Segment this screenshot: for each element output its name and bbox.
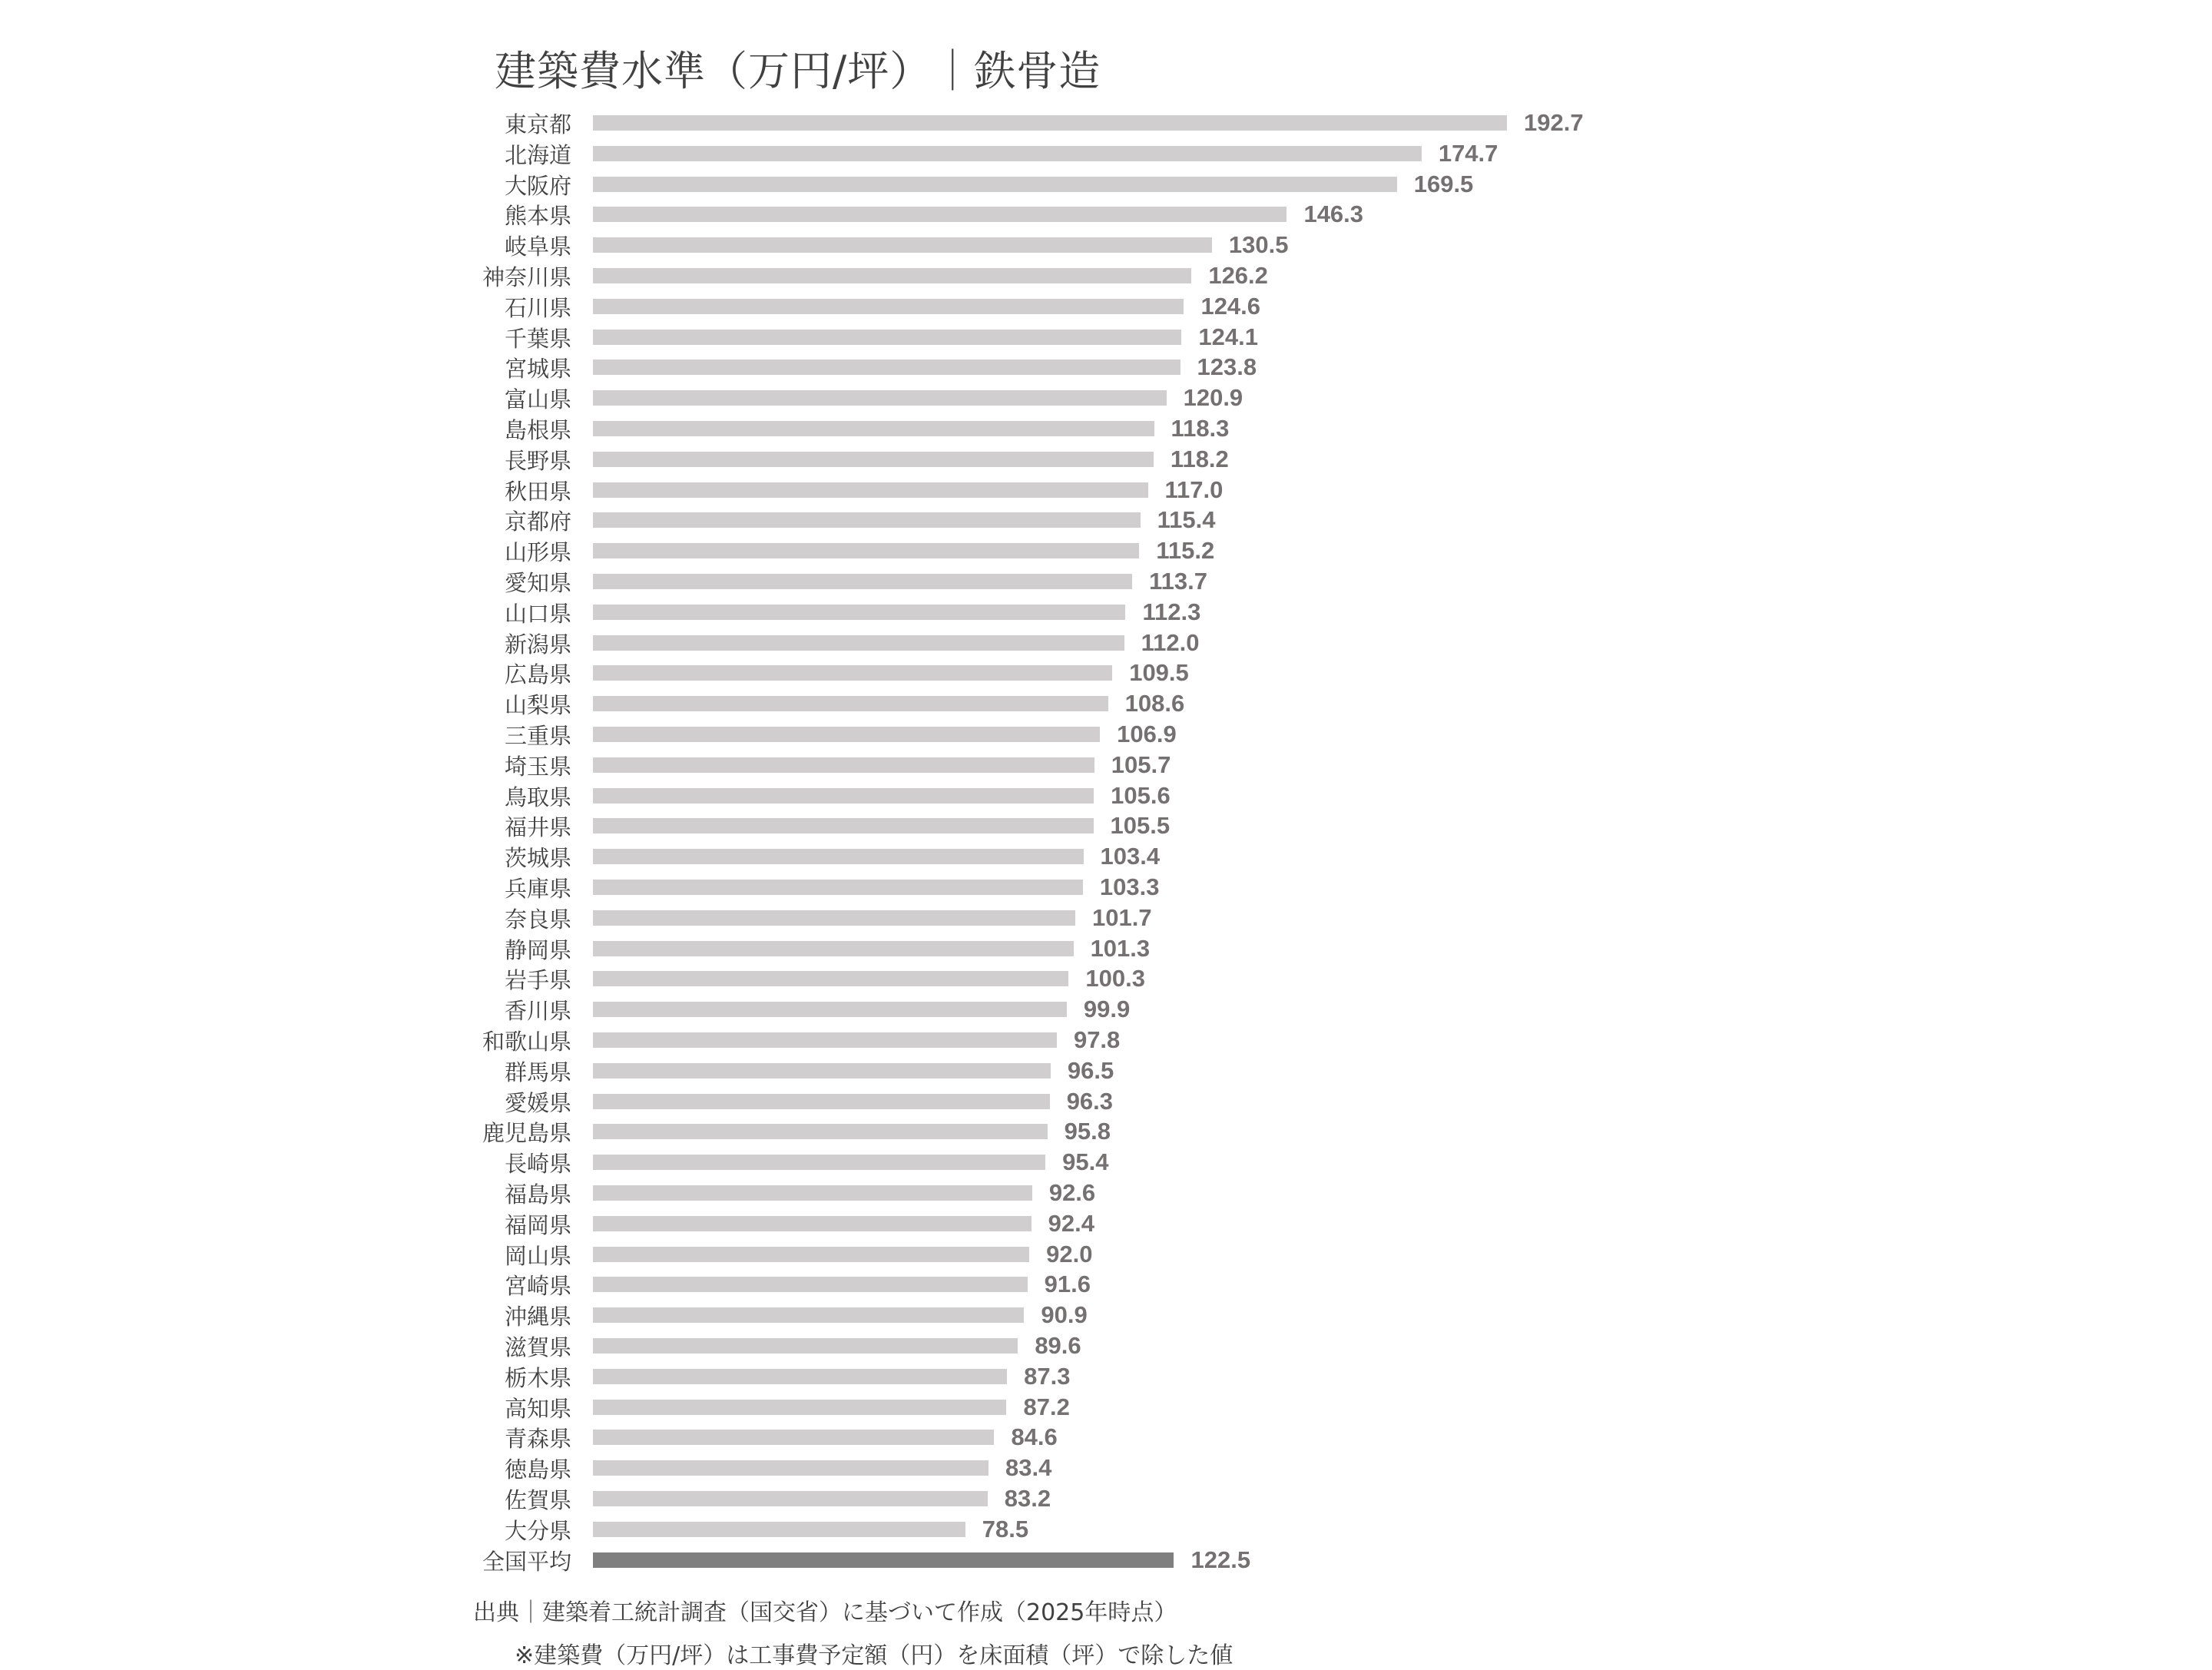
category-label: 宮崎県: [504, 1273, 571, 1300]
category-label: 鹿児島県: [482, 1120, 571, 1147]
source-note: 出典｜建築着工統計調査（国交省）に基づいて作成（2025年時点）: [473, 1599, 1177, 1626]
category-label: 群馬県: [504, 1059, 571, 1085]
category-label: 大阪府: [504, 172, 571, 199]
category-label: 全国平均: [482, 1548, 571, 1575]
value-label: 118.3: [1171, 415, 1230, 442]
bar: [593, 1247, 1029, 1262]
value-label: 100.3: [1085, 965, 1145, 992]
category-label: 山口県: [504, 600, 571, 627]
bar: [593, 1460, 988, 1476]
bar: [593, 818, 1094, 833]
bar: [593, 1155, 1045, 1170]
bar: [593, 1216, 1031, 1231]
category-label: 福井県: [504, 814, 571, 841]
bar: [593, 1094, 1050, 1109]
bar: [593, 635, 1124, 651]
bar: [593, 910, 1075, 926]
category-label: 兵庫県: [504, 876, 571, 902]
category-label: 埼玉県: [504, 753, 571, 780]
bar: [593, 696, 1108, 711]
category-label: 沖縄県: [504, 1304, 571, 1330]
bar: [593, 941, 1074, 956]
value-label: 105.7: [1111, 751, 1171, 778]
bar: [593, 1430, 994, 1445]
bar: [593, 512, 1141, 528]
value-label: 112.0: [1141, 628, 1200, 656]
category-label: 富山県: [504, 386, 571, 413]
value-label: 83.2: [1004, 1485, 1051, 1512]
bar: [593, 574, 1132, 589]
bar: [593, 1522, 965, 1537]
category-label: 茨城県: [504, 845, 571, 872]
value-label: 122.5: [1190, 1546, 1251, 1573]
bar: [593, 421, 1154, 436]
category-label: 山形県: [504, 539, 571, 566]
category-label: 愛知県: [504, 570, 571, 596]
definition-note: ※建築費（万円/坪）は工事費予定額（円）を床面積（坪）で除した値: [515, 1642, 1233, 1669]
category-label: 神奈川県: [482, 264, 571, 290]
value-label: 112.3: [1142, 598, 1201, 625]
category-label: 石川県: [504, 294, 571, 321]
average-bar: [593, 1552, 1174, 1568]
value-label: 90.9: [1041, 1301, 1088, 1329]
value-label: 108.6: [1124, 690, 1185, 717]
bar: [593, 330, 1181, 345]
value-label: 89.6: [1035, 1332, 1081, 1359]
value-label: 115.4: [1157, 506, 1216, 534]
value-label: 105.5: [1110, 812, 1171, 840]
bar: [593, 177, 1397, 192]
category-label: 広島県: [504, 661, 571, 688]
value-label: 105.6: [1111, 781, 1171, 809]
value-label: 120.9: [1183, 384, 1243, 412]
category-label: 奈良県: [504, 906, 571, 933]
value-label: 101.7: [1092, 903, 1152, 931]
bar: [593, 360, 1181, 375]
bar: [593, 543, 1139, 558]
bar: [593, 1002, 1067, 1017]
bar: [593, 1491, 988, 1506]
value-label: 174.7: [1438, 139, 1498, 167]
bar: [593, 1185, 1032, 1201]
bar: [593, 1369, 1007, 1384]
value-label: 192.7: [1524, 109, 1584, 136]
bar: [593, 1124, 1048, 1139]
value-label: 97.8: [1073, 1026, 1121, 1053]
value-label: 109.5: [1129, 659, 1189, 687]
category-label: 徳島県: [504, 1456, 571, 1483]
bar: [593, 1307, 1024, 1323]
bar: [593, 482, 1148, 498]
category-label: 香川県: [504, 998, 571, 1025]
value-label: 124.6: [1200, 292, 1261, 320]
value-label: 91.6: [1044, 1271, 1091, 1298]
bar: [593, 268, 1191, 283]
value-label: 87.3: [1024, 1362, 1071, 1390]
bar: [593, 1277, 1028, 1292]
bar: [593, 299, 1184, 314]
value-label: 115.2: [1156, 537, 1215, 565]
bar: [593, 1032, 1057, 1048]
bar: [593, 880, 1083, 895]
category-label: 山梨県: [504, 692, 571, 719]
category-label: 福岡県: [504, 1211, 571, 1238]
category-label: 岡山県: [504, 1242, 571, 1269]
bar: [593, 390, 1167, 406]
value-label: 78.5: [982, 1515, 1029, 1542]
category-label: 大分県: [504, 1517, 571, 1544]
bar: [593, 115, 1507, 131]
category-label: 愛媛県: [504, 1089, 571, 1116]
bar: [593, 665, 1112, 681]
bar: [593, 146, 1422, 161]
bar: [593, 971, 1068, 986]
chart-title: 建築費水準（万円/坪）｜鉄骨造: [495, 47, 1101, 95]
category-label: 千葉県: [504, 325, 571, 352]
value-label: 169.5: [1413, 170, 1474, 197]
category-label: 東京都: [504, 111, 571, 138]
value-label: 95.4: [1062, 1148, 1109, 1176]
category-label: 高知県: [504, 1395, 571, 1422]
bar: [593, 757, 1094, 773]
bar: [593, 1400, 1006, 1415]
value-label: 117.0: [1164, 475, 1224, 503]
value-label: 103.3: [1099, 873, 1160, 900]
bar: [593, 237, 1212, 253]
bar: [593, 452, 1154, 467]
value-label: 92.0: [1046, 1240, 1093, 1267]
category-label: 秋田県: [504, 478, 571, 505]
value-label: 113.7: [1149, 568, 1208, 595]
bar: [593, 788, 1094, 804]
value-label: 83.4: [1005, 1454, 1052, 1482]
category-label: 新潟県: [504, 631, 571, 658]
value-label: 146.3: [1303, 200, 1364, 228]
bar: [593, 207, 1286, 222]
category-label: 岩手県: [504, 967, 571, 994]
bar: [593, 605, 1125, 620]
category-label: 和歌山県: [482, 1029, 571, 1055]
value-label: 118.2: [1170, 445, 1229, 472]
category-label: 鳥取県: [504, 784, 571, 810]
value-label: 95.8: [1064, 1118, 1111, 1145]
category-label: 三重県: [504, 723, 571, 749]
value-label: 92.4: [1048, 1209, 1094, 1237]
category-label: 島根県: [504, 417, 571, 443]
category-label: 佐賀県: [504, 1487, 571, 1513]
value-label: 101.3: [1090, 934, 1151, 962]
value-label: 124.1: [1198, 323, 1258, 350]
category-label: 長野県: [504, 447, 571, 474]
category-label: 北海道: [504, 141, 571, 168]
bar: [593, 1063, 1051, 1079]
category-label: 青森県: [504, 1426, 571, 1453]
bar: [593, 727, 1100, 742]
value-label: 96.3: [1066, 1087, 1114, 1115]
category-label: 福島県: [504, 1181, 571, 1208]
category-label: 岐阜県: [504, 234, 571, 260]
bar: [593, 1338, 1018, 1354]
category-label: 長崎県: [504, 1151, 571, 1178]
category-label: 滋賀県: [504, 1334, 571, 1360]
value-label: 87.2: [1023, 1393, 1070, 1420]
value-label: 92.6: [1048, 1179, 1096, 1206]
category-label: 京都府: [504, 509, 571, 535]
value-label: 130.5: [1228, 231, 1289, 259]
category-label: 栃木県: [504, 1364, 571, 1391]
value-label: 96.5: [1067, 1056, 1114, 1084]
category-label: 宮城県: [504, 356, 571, 383]
value-label: 126.2: [1208, 262, 1268, 289]
category-label: 静岡県: [504, 936, 571, 963]
bar: [593, 849, 1084, 864]
value-label: 103.4: [1100, 843, 1161, 870]
value-label: 123.8: [1197, 353, 1257, 381]
value-label: 84.6: [1011, 1423, 1058, 1451]
value-label: 99.9: [1083, 996, 1131, 1023]
category-label: 熊本県: [504, 203, 571, 230]
value-label: 106.9: [1117, 721, 1177, 747]
